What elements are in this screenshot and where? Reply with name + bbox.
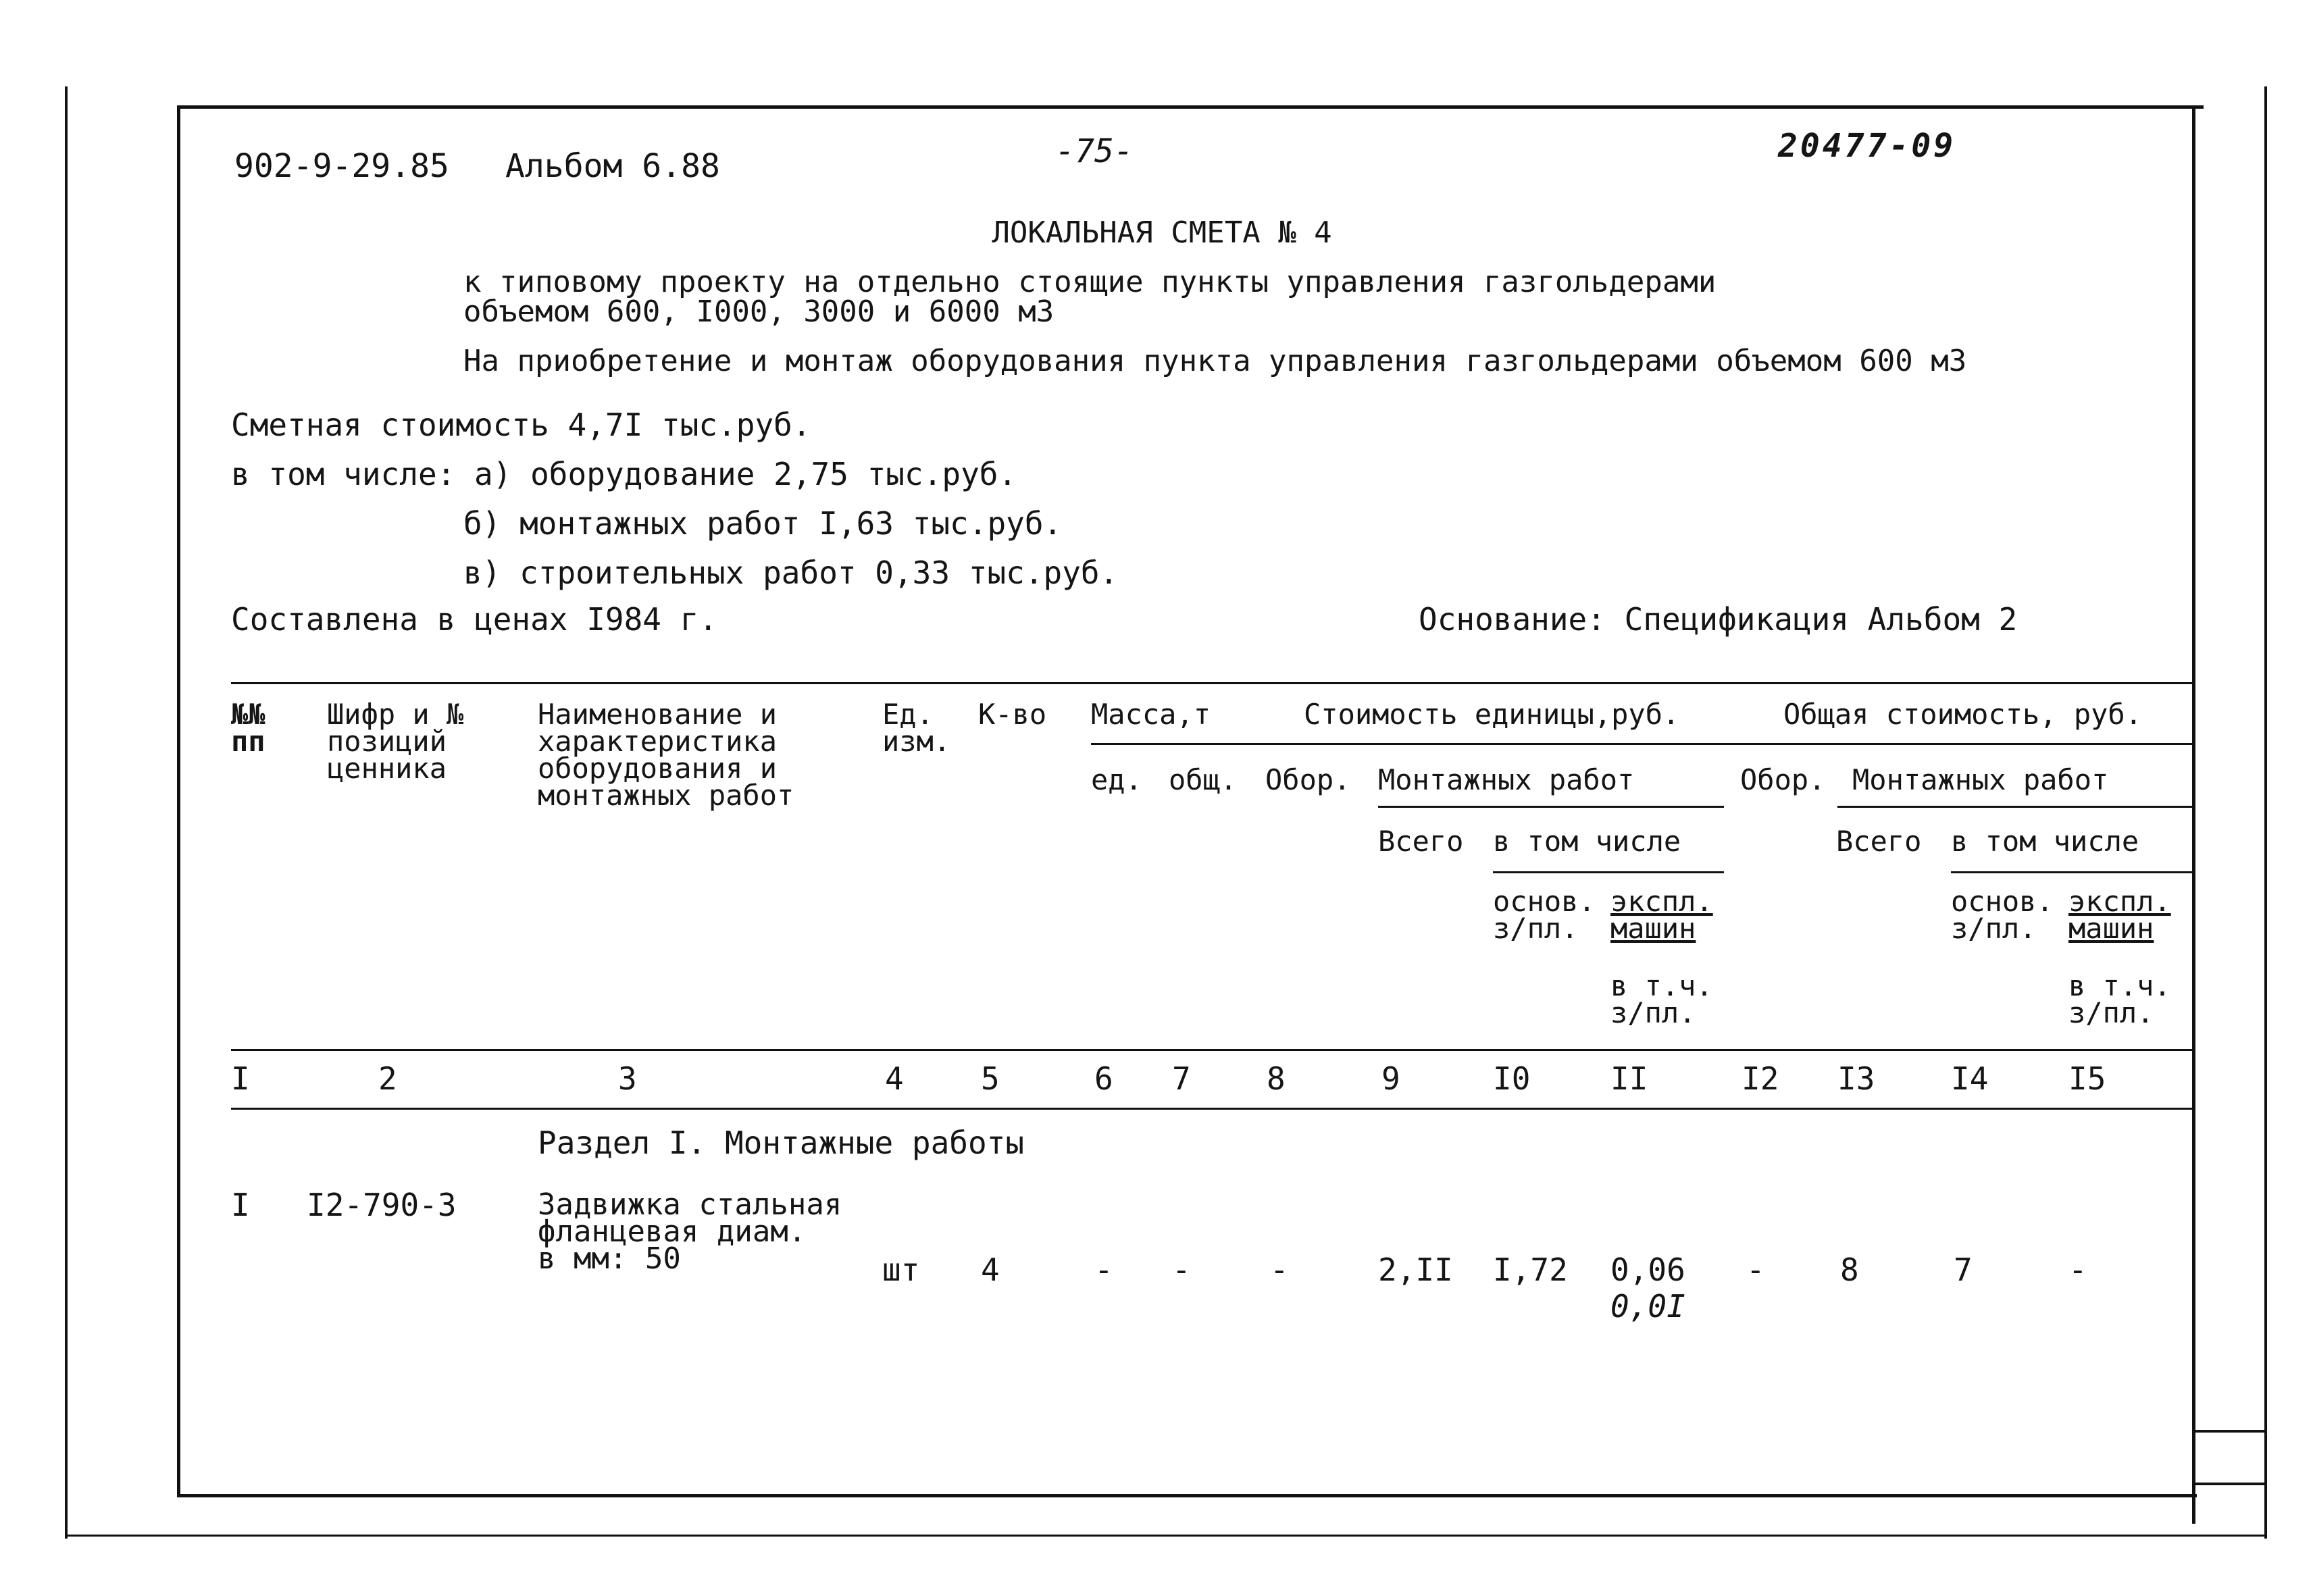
row-equip-unit: - [1270, 1252, 1289, 1288]
estimate-title: ЛОКАЛЬНАЯ СМЕТА № 4 [992, 215, 1332, 250]
header-total-cost: Общая стоимость, руб. [1783, 698, 2143, 731]
col-number-9: 9 [1381, 1060, 1400, 1097]
cost-installation: б) монтажных работ I,63 тыс.руб. [463, 505, 1063, 542]
estimate-basis: Основание: Спецификация Альбом 2 [1419, 601, 2018, 638]
row-equip-total: - [1746, 1252, 1765, 1288]
outer-bottom [65, 1535, 2267, 1537]
row-total-install: 8 [1840, 1252, 1859, 1288]
header-install: Монтажных работ [1378, 763, 1635, 796]
frame-right [2192, 105, 2195, 1524]
row-machines: 0,06 [1610, 1252, 1685, 1288]
album-label: Альбом 6.88 [505, 147, 720, 185]
row-num: I [231, 1187, 250, 1223]
section-title: Раздел I. Монтажные работы [538, 1125, 1025, 1161]
col-number-12: I2 [1742, 1060, 1779, 1097]
colnum-top-rule [231, 1049, 2193, 1051]
row-machines-pay: 0,0I [1610, 1288, 1685, 1324]
header-unit: Ед. изм. [882, 698, 951, 758]
row-name: Задвижка стальная фланцевая диам. в мм: 50 [538, 1187, 842, 1276]
frame-bottom [177, 1494, 2197, 1497]
header-mass: Масса,т [1091, 698, 1211, 731]
row-mass-total: - [1172, 1252, 1191, 1288]
header-rule-install-1 [1378, 806, 1724, 808]
col-number-5: 5 [981, 1060, 1000, 1097]
row-total-base-pay: 7 [1954, 1252, 1973, 1288]
estimated-cost: Сметная стоимость 4,7I тыс.руб. [231, 407, 811, 443]
col-number-2: 2 [378, 1060, 397, 1097]
header-mass-unit: ед. [1091, 763, 1142, 796]
header-machines: экспл. машин [1610, 885, 1713, 945]
row-total-machines: - [2068, 1252, 2087, 1288]
col-number-6: 6 [1094, 1060, 1113, 1097]
header-rule-incl-2 [1951, 871, 2193, 873]
header-qty: К-во [978, 698, 1047, 731]
row-mass-unit: - [1094, 1252, 1113, 1288]
row-code: I2-790-3 [307, 1187, 457, 1223]
row-qty: 4 [981, 1252, 1000, 1288]
header-unit-cost: Стоимость единицы,руб. [1304, 698, 1680, 731]
frame-top [177, 105, 2204, 109]
header-incl-pay: в т.ч. з/пл. [1610, 969, 1713, 1029]
col-number-14: I4 [1951, 1060, 1989, 1097]
header-equip: Обор. [1265, 763, 1351, 796]
header-all: Всего [1378, 825, 1464, 858]
header-machines-total: экспл. машин [2068, 885, 2171, 945]
cost-construction: в) строительных работ 0,33 тыс.руб. [463, 555, 1119, 591]
table-top-rule [231, 682, 2193, 684]
header-equip-total: Обор. [1740, 763, 1826, 796]
header-base-pay-total: основ. з/пл. [1951, 885, 2054, 945]
header-base-pay: основ. з/пл. [1493, 885, 1596, 945]
project-line-1: к типовому проекту на отдельно стоящие пункты управления газгольдерами [463, 265, 1717, 299]
col-number-15: I5 [2068, 1060, 2106, 1097]
col-number-10: I0 [1493, 1060, 1531, 1097]
row-unit: шт [882, 1252, 920, 1288]
col-number-8: 8 [1267, 1060, 1286, 1097]
binding-line-left [65, 86, 68, 1539]
document-number: 20477-09 [1778, 127, 1956, 165]
project-code: 902-9-29.85 [234, 147, 449, 185]
project-line-2: объемом 600, I000, 3000 и 6000 м3 [463, 294, 1054, 329]
header-including-total: в том числе [1951, 825, 2139, 858]
col-number-7: 7 [1172, 1060, 1191, 1097]
header-rule-install-2 [1837, 806, 2193, 808]
row-install-total: 2,II [1378, 1252, 1453, 1288]
col-number-11: II [1610, 1060, 1648, 1097]
header-mass-total: общ. [1169, 763, 1238, 796]
stamp-top [2192, 1430, 2266, 1433]
header-install-total: Монтажных работ [1852, 763, 2109, 796]
colnum-bottom-rule [231, 1108, 2193, 1110]
page-number: -75- [1055, 132, 1134, 170]
purpose-line: На приобретение и монтаж оборудования пункта управления газгольдерами объемом 600 м3 [463, 344, 1967, 378]
header-rule-incl-1 [1493, 871, 1724, 873]
header-rule-mass [1091, 743, 2193, 745]
header-name: Наименование и характеристика оборудования и монтажных работ [538, 698, 794, 812]
frame-left [177, 105, 180, 1497]
row-base-pay: I,72 [1493, 1252, 1568, 1288]
header-num: №№ пп [231, 698, 265, 758]
header-code: Шифр и № позиций ценника [327, 698, 464, 785]
header-incl-pay-total: в т.ч. з/пл. [2068, 969, 2171, 1029]
cost-equipment: в том числе: а) оборудование 2,75 тыс.руб. [231, 456, 1017, 492]
stamp-mid [2192, 1483, 2266, 1485]
binding-line-right [2264, 86, 2267, 1539]
price-base: Составлена в ценах I984 г. [231, 601, 718, 638]
header-all-total: Всего [1836, 825, 1922, 858]
col-number-1: I [231, 1060, 250, 1097]
col-number-4: 4 [885, 1060, 904, 1097]
header-including: в том числе [1493, 825, 1681, 858]
col-number-3: 3 [618, 1060, 637, 1097]
col-number-13: I3 [1837, 1060, 1875, 1097]
